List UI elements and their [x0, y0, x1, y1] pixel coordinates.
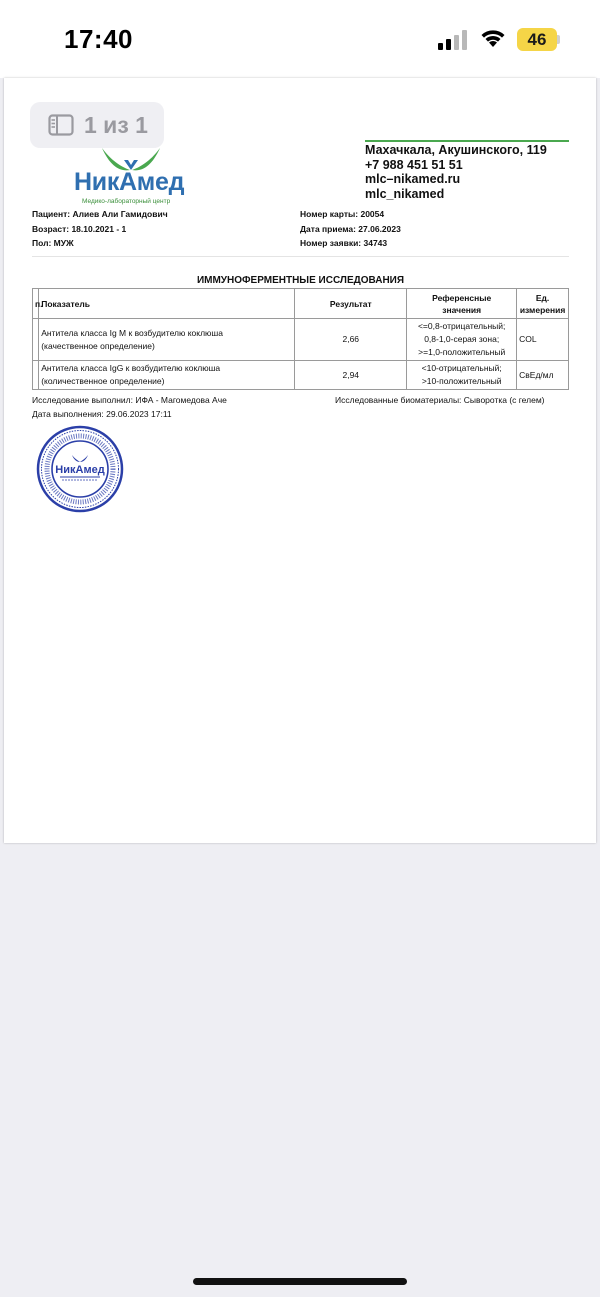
row-name: [39, 319, 295, 361]
patient-info: [32, 207, 168, 251]
contact-block: [365, 143, 547, 201]
row-reference: [407, 361, 517, 390]
row-reference-line1: <=0,8-отрицательный;: [417, 321, 506, 331]
status-time: 17:40: [64, 24, 133, 54]
battery-indicator: 46: [517, 28, 557, 51]
patient-age: Возраст: 18.10.2021 - 1: [32, 223, 127, 234]
contact-divider: [365, 140, 569, 142]
contact-address: Махачкала, Акушинского, 119: [365, 143, 547, 157]
performed-by: Исследование выполнил: ИФА - Магомедова Аче: [32, 395, 227, 405]
wifi-icon: [479, 27, 507, 49]
row-name-line2: (качественное определение): [41, 340, 155, 351]
header-reference-line2: значения: [442, 304, 482, 315]
header-unit-line2: измерения: [519, 304, 566, 315]
patient-sex: Пол: МУЖ: [32, 238, 74, 248]
contact-social: mlc_nikamed: [365, 186, 445, 201]
completion-date: Дата выполнения: 29.06.2023 17:11: [32, 409, 172, 419]
logo-subtitle: Медико-лабораторный центр: [82, 198, 171, 205]
header-reference: [407, 289, 517, 319]
logo-name: НикАмед: [74, 168, 185, 196]
battery-cap: [557, 35, 560, 44]
sidebar-icon: [48, 114, 74, 136]
table-row: [33, 361, 569, 390]
page-counter[interactable]: [30, 102, 164, 148]
contact-site: mlc–nikamed.ru: [365, 172, 461, 186]
row-reference-line1: <10-отрицательный;: [421, 363, 502, 373]
row-reference-line2: >10-положительный: [421, 376, 502, 386]
results-table: [32, 288, 569, 390]
section-title: ИММУНОФЕРМЕНТНЫЕ ИССЛЕДОВАНИЯ: [196, 275, 405, 286]
header-name: Показатель: [39, 289, 295, 319]
header-num: п.: [33, 289, 39, 319]
header-result: Результат: [295, 289, 407, 319]
row-name-line1: Антитела класса IgG к возбудителю коклюша: [41, 363, 221, 373]
table-header-row: [33, 289, 569, 319]
request-number: Номер заявки: 34743: [300, 238, 388, 248]
stamp-seal-icon: [36, 425, 124, 513]
row-reference-line2: 0,8-1,0-серая зона;: [424, 334, 500, 344]
visit-date: Дата приема: 27.06.2023: [300, 223, 401, 234]
row-unit: СвЕд/мл: [517, 361, 569, 390]
cellular-signal-icon: [438, 30, 470, 50]
contact-phone: +7 988 451 51 51: [365, 157, 463, 172]
status-bar: [0, 0, 600, 78]
home-indicator[interactable]: [193, 1278, 407, 1285]
row-name: [39, 361, 295, 390]
biomaterial: Исследованные биоматериалы: Сыворотка (с гелем): [335, 395, 545, 405]
header-reference-line1: Референсные: [432, 292, 492, 303]
card-number: Номер карты: 20054: [300, 209, 385, 219]
header-unit: [517, 289, 569, 319]
row-unit: COL: [517, 319, 569, 361]
patient-name: Пациент: Алиев Али Гамидович: [32, 209, 168, 219]
row-reference: [407, 319, 517, 361]
row-result: 2,94: [295, 361, 407, 390]
stamp-text: НикАмед: [55, 464, 105, 476]
page-counter-label: 1 из 1: [84, 111, 148, 138]
header-unit-line1: Ед.: [535, 292, 550, 303]
row-reference-line3: >=1,0-положительный: [418, 347, 506, 357]
visit-info: [300, 207, 401, 251]
row-name-line1: Антитела класса Ig M к возбудителю коклюша: [41, 327, 223, 338]
header-divider: [32, 256, 569, 257]
row-name-line2: (количественное определение): [41, 376, 165, 386]
row-result: 2,66: [295, 319, 407, 361]
table-row: [33, 319, 569, 361]
